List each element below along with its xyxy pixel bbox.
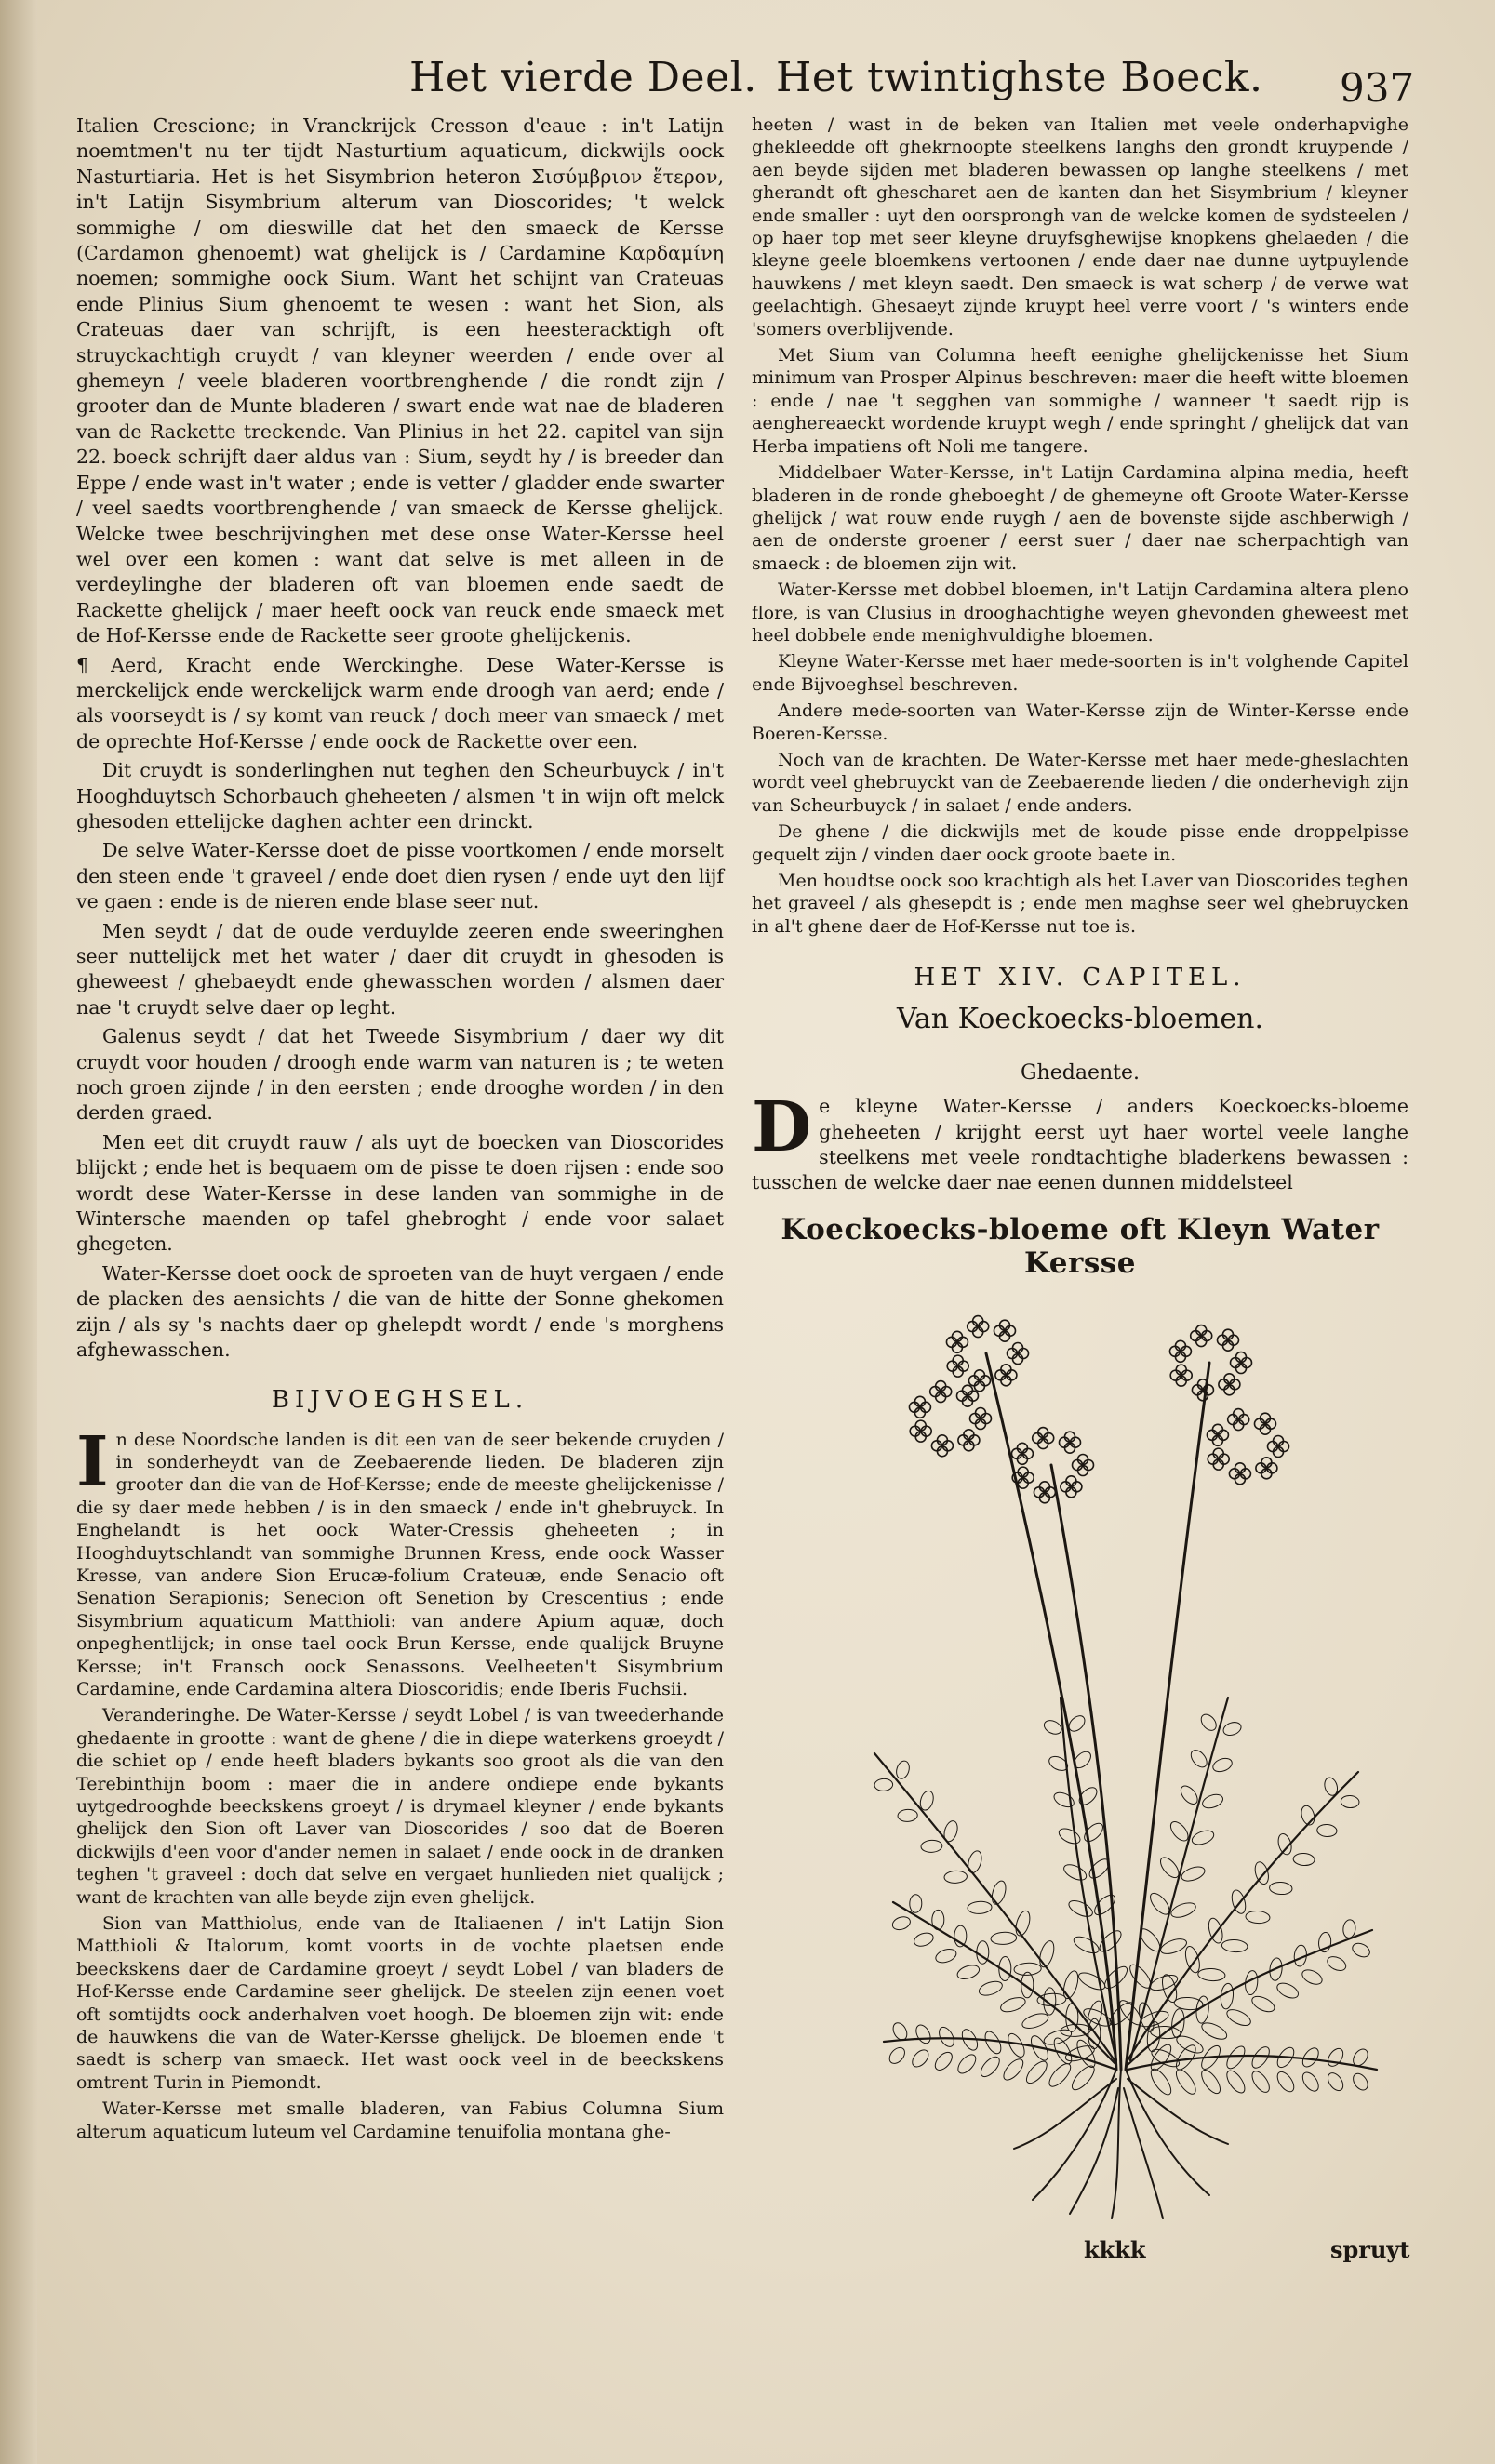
binding-gutter: [0, 0, 37, 2464]
leafy-stems: [874, 1698, 1377, 2070]
subsection-heading: Ghedaente.: [1020, 1061, 1140, 1085]
body-paragraph: Men houdtse oock soo krachtigh als het Laver van Dioscorides teghen het graveel / als ghesepdt is ; ende men maghse seer wel ghebruycken in al't ghene daer de Hof-Kersse nut toe is.: [752, 871, 1408, 937]
body-paragraph: ¶ Aerd, Kracht ende Werckinghe. Dese Water-Kersse is merckelijck ende werckelijck warm ende droogh van aerd; ende / als voorseydt is / sy komt van reuck / doch meer van smaeck / met de oprechte Hof-Kersse / ende oock de Rackette over een.: [76, 653, 724, 753]
figure-caption: Koeckoecks-bloeme oft Kleyn Water Kersse: [781, 1212, 1380, 1280]
catchword: spruyt: [1330, 2236, 1410, 2263]
body-paragraph: Water-Kersse met dobbel bloemen, in't Latijn Cardamina altera pleno flore, is van Clusius in drooghachtighe weyen ghevonden gheweest met heel dobbele ende menighvuldighe bloemen.: [752, 579, 1408, 646]
body-paragraph: Andere mede-soorten van Water-Kersse zijn de Winter-Kersse ende Boeren-Kersse.: [752, 700, 1408, 744]
body-paragraph: Men seydt / dat de oude verduylde zeeren ende sweeringhen seer nuttelijck met het water / daer dit cruydt in ghesoden is gheweest / ghebaeydt ende ghewasschen worden / alsmen daer nae 't cruydt selve daer op leght.: [76, 919, 724, 1019]
left-column: [76, 113, 724, 2147]
body-paragraph: Middelbaer Water-Kersse, in't Latijn Cardamina alpina media, heeft bladeren in de ronde gheboeght / de ghemeyne oft Groote Water-Kersse ghelijck / wat rouw ende ruygh / aen de bovenste sijde aschberwigh / aen de onderste groener / eerst suer / daer nae scherpachtigh van smaeck : de bloemen zijn wit.: [752, 462, 1408, 574]
page-number: 937: [1340, 65, 1415, 111]
woodcut-plant-illustration: [837, 1251, 1414, 2228]
body-paragraph: Italien Crescione; in Vranckrijck Cresson d'eaue : in't Latijn noemtmen't nu ter tijdt Nasturtium aquaticum, dickwijls oock Nasturtiaria. Het is het Sisymbrion heteron Σισύμβριον ἕτερον, in't Latijn Sisymbrium alterum van Dioscorides; 't welck sommighe / om dieswille dat het den smaeck de Kersse (Cardamon ghenoemt) wat ghelijck is / Cardamine Καρδαμίνη noemen; sommighe oock Sium. Want het schijnt van Crateuas ende Plinius Sium ghenoemt te wesen : want het Sion, als Crateuas daer van schrijft, is een heesteracktigh oft struyckachtigh cruydt / van kleyner weerden / ende over al ghemeyn / veele bladeren voortbrenghende / die rondt zijn / grooter dan de Munte bladeren / swart ende wat nae de bladeren van de Rackette treckende. Van Plinius in het 22. capitel van sijn 22. boeck schrijft daer aldus van : Sium, seydt hy / is breeder dan Eppe / ende wast in't water ; ende is vetter / gladder ende swarter / veel saedts voortbrenghende / van smaeck de Kersse ghelijck. Welcke twee beschrijvinghen met dese onse Water-Kersse heel wel over een komen : want dat selve is met alleen in de verdeylinghe der bladeren oft van bloemen ende saedt de Rackette ghelijck / maer heeft oock van reuck ende smaeck met de Hof-Kersse ende de Rackette seer groote ghelijckenis.: [76, 114, 724, 647]
body-paragraph: Dit cruydt is sonderlinghen nut teghen den Scheurbuyck / in't Hooghduytsch Schorbauch gheheeten / alsmen 't in wijn oft melck ghesoden ettelijcke daghen achter een drinckt.: [76, 759, 724, 832]
right-column: [752, 113, 1408, 1291]
body-paragraph: Kleyne Water-Kersse met haer mede-soorten is in't volghende Capitel ende Bijvoeghsel beschreven.: [752, 651, 1408, 695]
plant-figure-svg: [837, 1251, 1414, 2228]
running-head-right: Het twintighste Boeck.: [776, 54, 1263, 101]
supplement-paragraph: Veranderinghe. De Water-Kersse / seydt Lobel / is van tweederhande ghedaente in grootte : want de ghene / die in diepe waterkens groeydt / die schiet op / ende heeft bladers bykants soo groot als die van den Terebinthijn boom : maer die in andere ondiepe ende bykants uytgedrooghde beeckskens groeyt / is drymael kleyner / ende bykants ghelijck den Sion oft Laver van Dioscorides / soo dat de Boeren dickwijls d'een voor d'ander nemen in salaet / ende oock in de dranken teghen 't graveel : doch dat selve en vergaet hunlieden niet qualijck ; want de krachten van alle beyde zijn even ghelijck.: [76, 1705, 724, 1908]
supplement-paragraph: Water-Kersse met smalle bladeren, van Fabius Columna Sium alterum aquaticum luteum vel Cardamine tenuifolia montana ghe-: [76, 2098, 724, 2142]
running-head-left: Het vierde Deel.: [409, 54, 757, 101]
leaflets: [874, 1711, 1372, 2098]
chapter-label: HET XIV. CAPITEL.: [914, 964, 1247, 992]
body-paragraph: Galenus seydt / dat het Tweede Sisymbrium / daer wy dit cruydt voor houden / droogh ende warm van naturen is ; te weten noch groen zijnde / in den eersten ; ende drooghe worden / in den derden graed.: [76, 1025, 724, 1125]
body-paragraph: De selve Water-Kersse doet de pisse voortkomen / ende morselt den steen ende 't graveel / ende doet dien rysen / ende uyt den lijf ve gaen : ende is de nieren ende blase seer nut.: [76, 839, 724, 913]
chapter-title: Van Koeckoecks-bloemen.: [896, 1003, 1264, 1036]
body-paragraph: Men eet dit cruydt rauw / als uyt de boecken van Dioscorides blijckt ; ende het is bequaem om de pisse te doen rijsen : ende soo wordt dese Water-Kersse in dese landen van sommighe in de Wintersche maenden op tafel ghebroght / ende voor salaet ghegeten.: [76, 1130, 724, 1256]
flower-stalks: [986, 1353, 1209, 2070]
body-paragraph: heeten / wast in de beken van Italien met veele onderhapvighe ghekleedde oft ghekrnoopte steelkens langhs den grondt kruypende / aen beyde sijden met bladeren bewassen op langhe steelkens / met gherandt oft ghescharet aen de kanten dan het Sisymbrium / kleyner ende smaller : uyt den oorsprongh van de welcke komen de sydsteelen / op haer top met seer kleyne druyfsghewijse knopkens ghelaeden / die kleyne geele bloemkens vertoonen / ende daer nae dunne uytpuylende hauwkens / met kleyn saedt. Den smaeck is wat scherp / de verwe wat geelachtigh. Ghesaeyt zijnde kruypt heel verre voort / 's winters ende 'somers overblijvende.: [752, 114, 1408, 340]
body-paragraph: De ghene / die dickwijls met de koude pisse ende droppelpisse gequelt zijn / vinden daer oock groote baete in.: [752, 821, 1408, 865]
signature-mark: kkkk: [1084, 2236, 1146, 2263]
section-heading: BIJVOEGHSEL.: [271, 1385, 529, 1414]
chapter-first-paragraph: De kleyne Water-Kersse / anders Koeckoecks-bloeme gheheeten / krijght eerst uyt haer wortel veele langhe steelkens met veele rondtachtighe bladerkens bewassen : tusschen de welcke daer nae eenen dunnen middelsteel: [752, 1087, 1408, 1194]
root-system: [1014, 2070, 1228, 2218]
body-paragraph: Met Sium van Columna heeft eenighe ghelijckenisse het Sium minimum van Prosper Alpinus beschreven: maer die heeft witte bloemen : ende / nae 't segghen van sommighe / wanneer 't saedt rijp is aenghereaeckt wordende kruypt wegh / ende springht / ghelijck dat van Herba impatiens oft Noli me tangere.: [752, 345, 1408, 457]
flower-clusters: [909, 1316, 1288, 1503]
supplement-paragraph: Sion van Matthiolus, ende van de Italiaenen / in't Latijn Sion Matthioli & Italorum, komt voorts in de vochte plaetsen ende beeckskens daer de Cardamine groeyt / seydt Lobel / van bladers de Hof-Kersse ende Cardamine seer ghelijck. De steelen zijn eenen voet oft somtijdts oock anderhalven voet hoogh. De bloemen zijn wit: ende de hauwkens die van de Water-Kersse ghelijck. De bloemen ende 't saedt is scherp van smaeck. Het wast oock veel in de beeckskens omtrent Turin in Piemondt.: [76, 1913, 724, 2093]
supplement-paragraph: In dese Noordsche landen is dit een van de seer bekende cruyden / in sonderheydt van de Zeebaerende lieden. De bladeren zijn grooter dan die van de Hof-Kersse; ende de meeste ghelijckenisse / die sy daer mede hebben / is in den smaeck / ende in't ghebruyck. In Enghelandt is het oock Water-Cressis gheheeten ; in Hooghduytschlandt van sommighe Brunnen Kress, ende oock Wasser Kresse, van andere Sion Erucæ-folium Crateuæ, ende Senacio oft Senation Serapionis; Senecion oft Senetion by Crescentius ; ende Sisymbrium aquaticum Matthioli: van andere Apium aquæ, doch onpeghentlijck; in onse tael oock Brun Kersse, ende qualijck Bruyne Kersse; in't Fransch oock Senassons. Veelheeten't Sisymbrium Cardamine, ende Cardamina altera Dioscoridis; ende Iberis Fuchsii.: [76, 1421, 724, 1699]
body-paragraph: Water-Kersse doet oock de sproeten van de huyt vergaen / ende de placken des aensichts / die van de hitte der Sonne ghekomen zijn / als sy 's nachts daer op ghelepdt wordt / ende 's morghens afghewasschen.: [76, 1261, 724, 1362]
body-paragraph: Noch van de krachten. De Water-Kersse met haer mede-gheslachten wordt veel ghebruyckt van de Zeebaerende lieden / die onderhevigh zijn van Scheurbuyck / in salaet / ende anders.: [752, 749, 1408, 816]
